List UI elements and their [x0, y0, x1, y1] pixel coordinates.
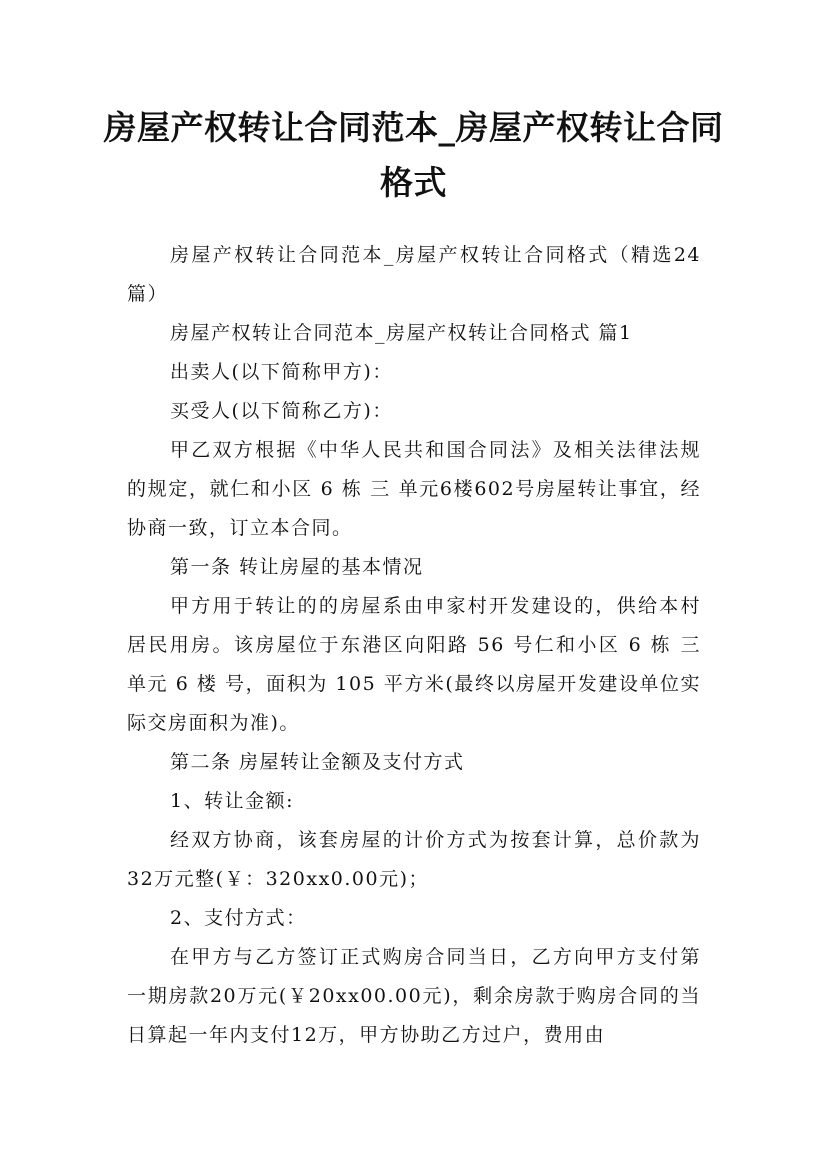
paragraph-article-1-body: 甲方用于转让的的房屋系由申家村开发建设的，供给本村居民用房。该房屋位于东港区向阳路 56 号仁和小区 6 栋 三 单元 6 楼 号，面积为 105 平方米(最终以房屋开发建设单位实际交房面积为准)。: [127, 595, 701, 734]
paragraph-intro: 房屋产权转让合同范本_房屋产权转让合同格式（精选24篇）: [127, 244, 701, 305]
paragraph-article-1-heading: 第一条 转让房屋的基本情况: [170, 556, 424, 578]
paragraph-amount-body: 经双方协商，该套房屋的计价方式为按套计算，总价款为32万元整(￥：320xx0.00元)；: [127, 829, 701, 890]
document-body: [127, 236, 701, 1055]
paragraph-buyer: 买受人(以下简称乙方)：: [170, 400, 393, 422]
document-title: 房屋产权转让合同范本_房屋产权转让合同格式: [103, 108, 724, 202]
paragraph-section-heading: 房屋产权转让合同范本_房屋产权转让合同格式 篇1: [170, 322, 633, 344]
paragraph-preamble: 甲乙双方根据《中华人民共和国合同法》及相关法律法规的规定，就仁和小区 6 栋 三 单元6楼602号房屋转让事宜，经协商一致，订立本合同。: [127, 439, 701, 539]
paragraph-seller: 出卖人(以下简称甲方)：: [170, 361, 393, 383]
paragraph-amount-heading: 1、转让金额:: [170, 790, 294, 812]
paragraph-payment-body: 在甲方与乙方签订正式购房合同当日，乙方向甲方支付第一期房款20万元(￥20xx00.00元)，剩余房款于购房合同的当日算起一年内支付12万，甲方协助乙方过户，费用由: [127, 946, 701, 1046]
paragraph-payment-heading: 2、支付方式：: [170, 907, 307, 929]
paragraph-article-2-heading: 第二条 房屋转让金额及支付方式: [170, 751, 465, 773]
